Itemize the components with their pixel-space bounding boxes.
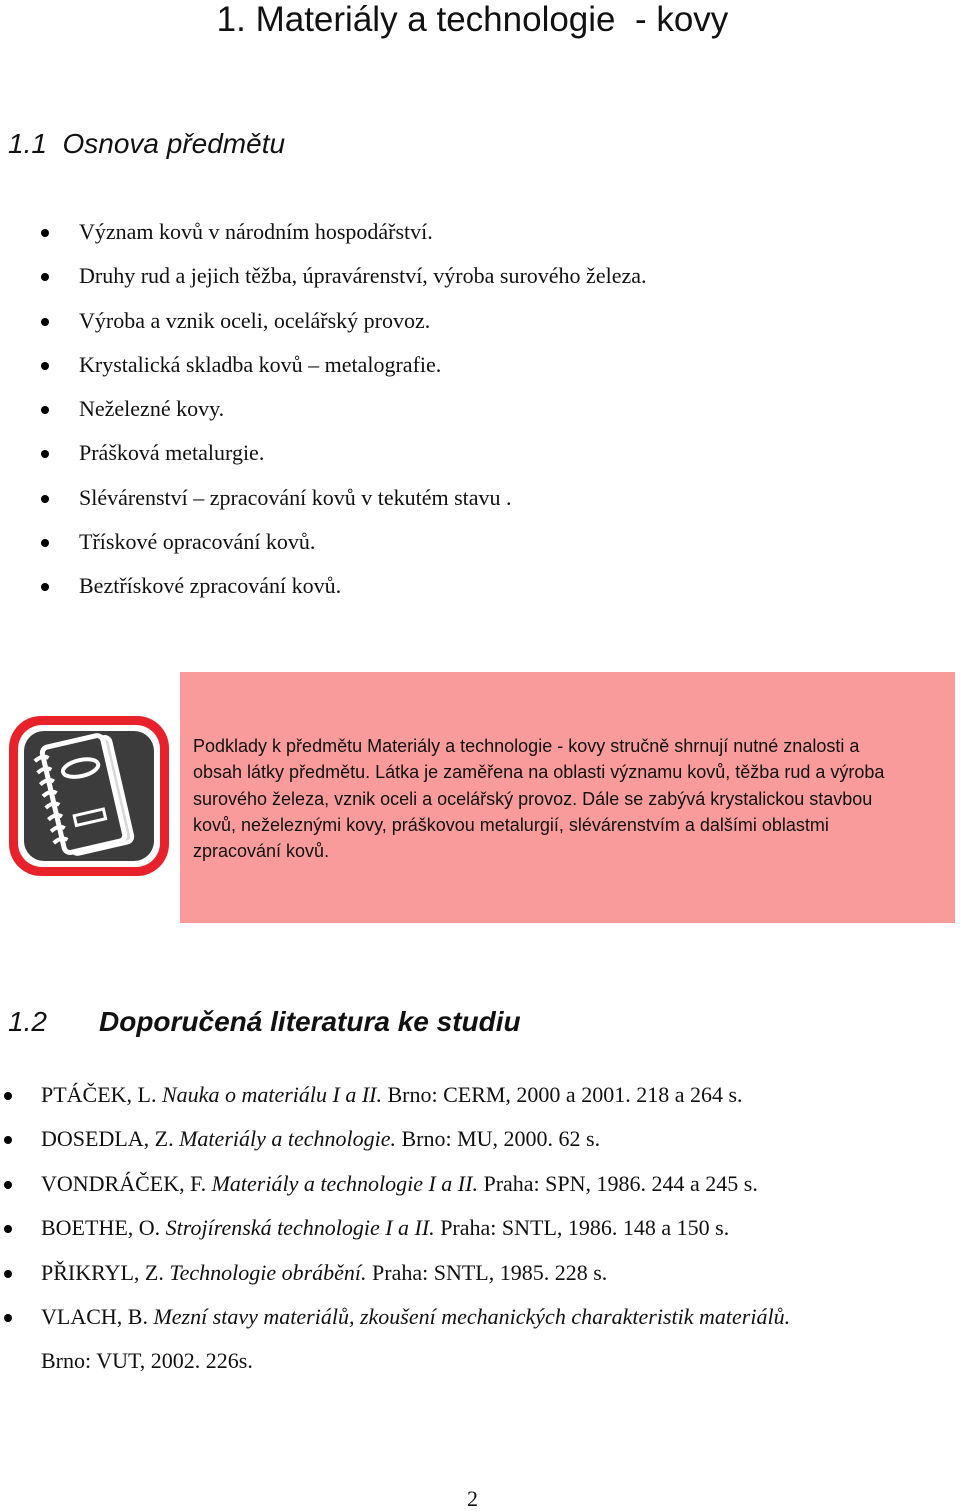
list-item: Význam kovů v národním hospodářství. [0,210,647,254]
section-title: Doporučená literatura ke studiu [99,1006,521,1037]
work-title: Strojírenská technologie I a II. [165,1215,435,1241]
page-number: 2 [467,1486,478,1511]
literature-item [0,1117,921,1161]
author: PTÁČEK, L. [41,1082,157,1107]
list-item: Neželezné kovy. [0,387,647,431]
section-heading-literature [8,1006,521,1038]
publication: Praha: SNTL, 1985. 228 s. [372,1259,608,1285]
literature-item [0,1295,921,1384]
outline-list [0,210,647,609]
literature-item [0,1073,921,1117]
publication: Praha: SPN, 1986. 244 a 245 s. [483,1170,758,1196]
page-title: 1. Materiály a technologie - kovy [216,0,729,39]
list-item: Třískové opracování kovů. [0,520,647,564]
section-number: 1.2 [8,1006,47,1037]
author: VLACH, B. [41,1304,148,1330]
list-item: Krystalická skladba kovů – metalografie. [0,343,647,387]
work-title: Technologie obrábění. [169,1259,367,1285]
work-title: Nauka o materiálu I a II. [162,1082,382,1107]
publication: Praha: SNTL, 1986. 148 a 150 s. [440,1215,730,1241]
literature-item [0,1206,921,1250]
list-item: Prášková metalurgie. [0,431,647,475]
work-title: Materiály a technologie I a II. [211,1170,478,1196]
notebook-icon [5,712,173,880]
work-title: Materiály a technologie. [179,1126,396,1152]
section-heading-outline: 1.1 Osnova předmětu [8,128,286,159]
list-item: Slévárenství – zpracování kovů v tekutém stavu . [0,476,647,520]
work-title: Mezní stavy materiálů, zkoušení mechanických charakteristik materiálů. [153,1304,791,1330]
publication: Brno: CERM, 2000 a 2001. 218 a 264 s. [387,1082,743,1107]
literature-list [0,1073,921,1384]
author: PŘIKRYL, Z. [41,1259,164,1285]
publication: Brno: VUT, 2002. 226s. [41,1348,253,1374]
literature-item [0,1162,921,1206]
author: DOSEDLA, Z. [41,1126,174,1152]
publication: Brno: MU, 2000. 62 s. [401,1126,601,1152]
literature-item [0,1251,921,1295]
summary-text: Podklady k předmětu Materiály a technologie - kovy stručně shrnují nutné znalosti a obsah látky předmětu. Látka je zaměřena na oblasti významu kovů, těžba rud a výroba surového železa, vznik oceli a ocelářský provoz. Dále se zabývá krystalickou stavbou kovů, neželeznými kovy, práškovou metalurgií, slévárenstvím a dalšími oblastmi zpracování kovů. [193,736,885,862]
author: VONDRÁČEK, F. [41,1170,207,1196]
author: BOETHE, O. [41,1215,161,1241]
list-item: Výroba a vznik oceli, ocelářský provoz. [0,299,647,343]
list-item: Druhy rud a jejich těžba, úpravárenství, výroba surového železa. [0,254,647,298]
list-item: Beztřískové zpracování kovů. [0,564,647,608]
